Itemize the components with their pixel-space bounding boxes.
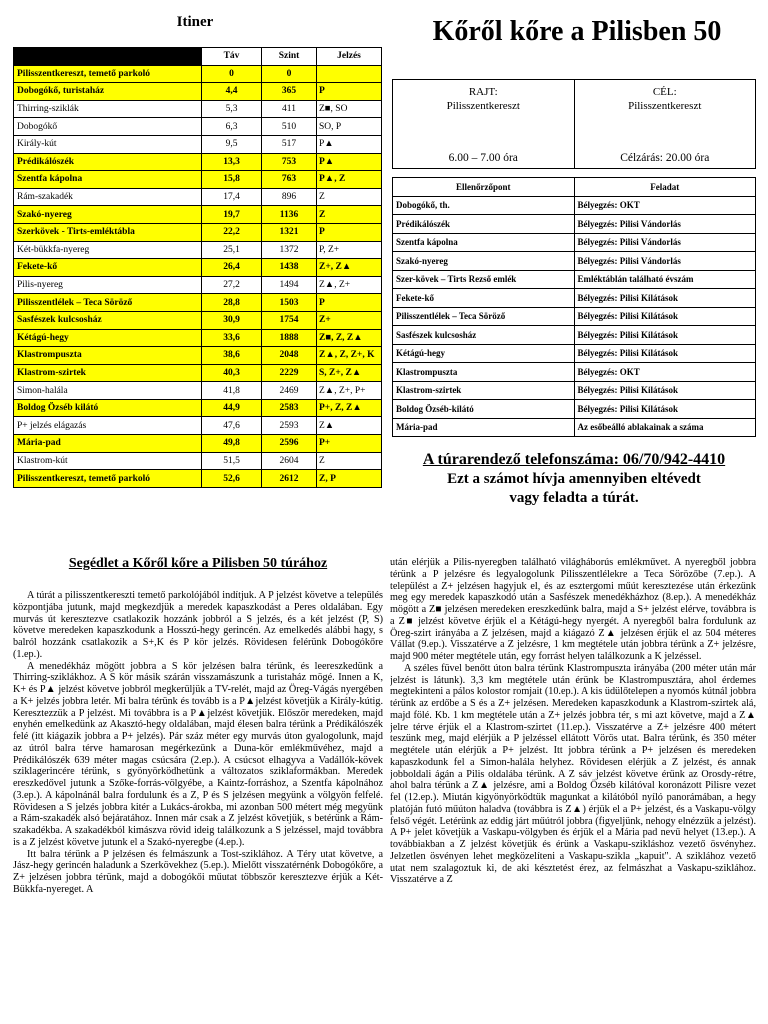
itiner-stop-name: Prédikálószék [14,153,202,171]
checkpoint-name: Szentfa kápolna [393,233,575,252]
itiner-row [14,276,382,294]
itiner-distance: 27,2 [202,276,262,294]
itiner-row [14,452,382,470]
itiner-row [14,223,382,241]
itiner-elevation: 510 [262,118,317,136]
itiner-row [14,347,382,365]
start-label: RAJT: [468,86,498,98]
itiner-distance: 51,5 [202,452,262,470]
checkpoint-task: Bélyegzés: Pilisi Kilátások [574,307,756,326]
itiner-marking: Z▲, Z, Z+, K [317,347,382,365]
checkpoint-name: Klastrompuszta [393,363,575,382]
itiner-elevation: 1754 [262,311,317,329]
start-finish-table [392,79,756,169]
itiner-distance: 4,4 [202,83,262,101]
itiner-header-szint: Szint [262,48,317,66]
itiner-header-blank [14,48,202,66]
itiner-stop-name: Pilisszentlélek – Teca Söröző [14,294,202,312]
checkpoint-row [393,344,756,363]
itiner-marking: Z▲, Z+ [317,276,382,294]
itiner-row [14,206,382,224]
itiner-marking: Z▲ [317,417,382,435]
checkpoint-task: Az esőbeálló ablakainak a száma [574,418,756,437]
itiner-marking: Z+ [317,311,382,329]
itiner-elevation: 1372 [262,241,317,259]
phone-number-line: A túrarendező telefonszáma: 06/70/942-4410 [422,451,726,468]
phone-instruction-line2: vagy feladta a túrát. [509,490,639,506]
itiner-distance: 5,3 [202,100,262,118]
checkpoint-header-task: Feladat [574,178,756,197]
itiner-elevation: 2612 [262,470,317,488]
itiner-elevation: 2469 [262,382,317,400]
checkpoint-name: Mária-pad [393,418,575,437]
itiner-row [14,171,382,189]
itiner-stop-name: Szerkövek - Tirts-emléktábla [14,223,202,241]
itiner-marking: SO, P [317,118,382,136]
guide-column-left [13,590,383,1024]
itiner-elevation: 365 [262,83,317,101]
start-cell [393,80,575,169]
itiner-body [14,65,382,487]
itiner-marking: P▲ [317,135,382,153]
itiner-row [14,435,382,453]
itiner-row [14,399,382,417]
checkpoint-row [393,363,756,382]
itiner-distance: 28,8 [202,294,262,312]
checkpoint-task: Emléktáblán található évszám [574,270,756,289]
itiner-row [14,311,382,329]
itiner-stop-name: Klastrom-szirtek [14,364,202,382]
checkpoint-header-point: Ellenőrzőpont [393,178,575,197]
checkpoint-name: Dobogókő, th. [393,196,575,215]
itiner-marking: Z■, Z, Z▲ [317,329,382,347]
checkpoint-body [393,196,756,437]
itiner-distance: 49,8 [202,435,262,453]
itiner-marking: Z, P [317,470,382,488]
itiner-marking: Z■, SO [317,100,382,118]
itiner-distance: 41,8 [202,382,262,400]
itiner-stop-name: P+ jelzés elágazás [14,417,202,435]
checkpoint-row [393,196,756,215]
itiner-distance: 22,2 [202,223,262,241]
itiner-elevation: 517 [262,135,317,153]
itiner-row [14,417,382,435]
itiner-stop-name: Kétágú-hegy [14,329,202,347]
itiner-elevation: 2048 [262,347,317,365]
itiner-marking: Z [317,188,382,206]
checkpoint-task: Bélyegzés: Pilisi Vándorlás [574,252,756,271]
checkpoint-row [393,270,756,289]
guide-title: Segédlet a Kőről kőre a Pilisben 50 túrához [68,556,328,571]
itiner-distance: 38,6 [202,347,262,365]
itiner-row [14,135,382,153]
itiner-stop-name: Simon-halála [14,382,202,400]
checkpoint-row [393,233,756,252]
checkpoint-task: Bélyegzés: Pilisi Kilátások [574,400,756,419]
itiner-header-tav: Táv [202,48,262,66]
checkpoint-name: Fekete-kő [393,289,575,308]
itiner-marking: Z▲, Z+, P+ [317,382,382,400]
itiner-row [14,329,382,347]
start-place: Pilisszentkereszt [446,100,520,112]
itiner-distance: 13,3 [202,153,262,171]
itiner-marking: P [317,223,382,241]
checkpoint-name: Sasfészek kulcsosház [393,326,575,345]
itiner-row [14,382,382,400]
checkpoint-name: Kétágú-hegy [393,344,575,363]
checkpoint-name: Szer-kövek – Tirts Rezső emlék [393,270,575,289]
itiner-marking [317,65,382,83]
itiner-row [14,364,382,382]
itiner-distance: 26,4 [202,259,262,277]
checkpoint-row [393,289,756,308]
checkpoint-task: Bélyegzés: Pilisi Kilátások [574,326,756,345]
checkpoint-row [393,418,756,437]
itiner-table [13,47,382,488]
itiner-elevation: 2593 [262,417,317,435]
itiner-distance: 0 [202,65,262,83]
itiner-stop-name: Pilis-nyereg [14,276,202,294]
itiner-distance: 40,3 [202,364,262,382]
itiner-row [14,83,382,101]
guide-paragraph: Itt balra térünk a P jelzésen és felmászunk a Tost-sziklához. A Téry utat követve, a Jász-hegy gerincén haladunk a Szerkövekhez (5.ep.). Mielőtt visszatérnénk Dobogókőre, a Z+ jelzésen jobbra térünk, majd a dobogókői műutat többször keresztezve érjük a Két-Bükkfa-nyereget. A [13,848,383,895]
checkpoint-row [393,326,756,345]
itiner-elevation: 2583 [262,399,317,417]
finish-cell [574,80,756,169]
itiner-stop-name: Pilisszentkereszt, temető parkoló [14,470,202,488]
checkpoint-name: Pilisszentlélek – Teca Söröző [393,307,575,326]
itiner-stop-name: Mária-pad [14,435,202,453]
finish-time: Célzárás: 20.00 óra [620,152,710,164]
itiner-stop-name: Thirring-sziklák [14,100,202,118]
finish-place: Pilisszentkereszt [628,100,702,112]
itiner-distance: 47,6 [202,417,262,435]
checkpoint-table [392,177,756,437]
itiner-elevation: 2596 [262,435,317,453]
itiner-stop-name: Klastrompuszta [14,347,202,365]
itiner-stop-name: Rám-szakadék [14,188,202,206]
checkpoint-row [393,307,756,326]
itiner-row [14,294,382,312]
itiner-elevation: 1503 [262,294,317,312]
checkpoint-task: Bélyegzés: OKT [574,196,756,215]
itiner-stop-name: Sasfészek kulcsosház [14,311,202,329]
itiner-distance: 9,5 [202,135,262,153]
itiner-marking: P [317,294,382,312]
guide-column-right [390,557,756,1024]
itiner-elevation: 1494 [262,276,317,294]
phone-instruction-line1: Ezt a számot hívja amennyiben eltévedt [447,471,701,487]
itiner-header-row [14,48,382,66]
checkpoint-row [393,215,756,234]
checkpoint-name: Boldog Özséb-kilátó [393,400,575,419]
itiner-elevation: 896 [262,188,317,206]
itiner-elevation: 763 [262,171,317,189]
itiner-elevation: 1888 [262,329,317,347]
itiner-distance: 19,7 [202,206,262,224]
itiner-stop-name: Pilisszentkereszt, temető parkoló [14,65,202,83]
checkpoint-task: Bélyegzés: Pilisi Kilátások [574,344,756,363]
itiner-elevation: 753 [262,153,317,171]
itiner-elevation: 1438 [262,259,317,277]
itiner-stop-name: Király-kút [14,135,202,153]
checkpoint-name: Prédikálószék [393,215,575,234]
checkpoint-task: Bélyegzés: Pilisi Vándorlás [574,215,756,234]
itiner-marking: Z+, Z▲ [317,259,382,277]
itiner-distance: 30,9 [202,311,262,329]
itiner-row [14,118,382,136]
phone-notice [390,450,758,508]
checkpoint-row [393,400,756,419]
itiner-marking: P▲ [317,153,382,171]
itiner-elevation: 411 [262,100,317,118]
guide-paragraph: A menedékház mögött jobbra a S kör jelzésen balra térünk, és leereszkedünk a Thirring-sziklákhoz. A S kör másik szárán visszamászunk a turistaház mögé. Innen a K, K+ és P▲ jelzést követve jobbról megkerüljük a TV-relét, majd az Öreg-Vágás nyergében a K+ jelzés jobbra letér. Mi balra térünk és tovább is a P▲jelzést követjük a Király-kútig. Keresztezzük a P jelzést. Mi továbbra is a P▲jelzést követjük. Először meredeken, majd enyhén emelkedünk az Akasztó-hegy oldalában, majd élesen balra térünk a Prédikálószék felé (itt kiágazik jobbra a P+ jelzés). Pár száz méter egy murvás úton gyalogolunk, majd az útról balra térve hamarosan megérkezünk a Duna-kör emlékművéhez, majd a Prédikálószék 639 méter magas csúcsára (2.ep.). A csúcsot elhagyva a Vadállók-kövek sziklagerincére térünk, s gyönyörködhetünk a változatos sziklaformákban. Meredek ereszkedővel jutunk a Szőke-forrás-völgyébe, a Kaintz-forráshoz, a Szentfa kápolnához (3.ep.). A kápolnánál balra fordulunk és a Z, P és S jelzésen megyünk a völgyön felfelé. Rövidesen a S jelzés jobbra kitér a Lukács-árokba, mi azonban 500 métert még megyünk a Rám-szakadék alsó bejáratához. Innen már csak a Z jelzést követjük, s betérünk a Rám-szakadékba. A szakadékból kimászva rövid ideig találkozunk a S jelzéssel, majd továbbra is a Z jelzést követve jutunk el a Szakó-nyeregbe (4.ep.). [13,660,383,848]
itiner-header-jelzes: Jelzés [317,48,382,66]
itiner-elevation: 2604 [262,452,317,470]
checkpoint-task: Bélyegzés: OKT [574,363,756,382]
itiner-marking: P▲, Z [317,171,382,189]
itiner-distance: 52,6 [202,470,262,488]
checkpoint-row [393,252,756,271]
itiner-distance: 25,1 [202,241,262,259]
guide-paragraph: A túrát a pilisszentkereszti temető parkolójából indítjuk. A P jelzést követve a település központjába jutunk, majd megkezdjük a meredek kapaszkodást a Peres oldalában. Egy murvás út keresztezve csatlakozik hozzánk jobbról a S jelzés, és a két jelzést (P, S) követve meredeken kapaszkodunk a Hosszú-hegy gerincén. Az emelkedés alábbi hagy, s balról hozzánk csatlakozik a S+,K és P kör jelzés. Rövidesen felérünk Dobogókőre (1.ep.). [13,590,383,660]
itiner-marking: P [317,83,382,101]
checkpoint-task: Bélyegzés: Pilisi Kilátások [574,289,756,308]
itiner-title: Itiner [176,14,214,30]
itiner-elevation: 0 [262,65,317,83]
itiner-marking: Z [317,206,382,224]
itiner-stop-name: Klastrom-kút [14,452,202,470]
start-time: 6.00 – 7.00 óra [448,152,518,164]
itiner-marking: P+ [317,435,382,453]
itiner-marking: S, Z+, Z▲ [317,364,382,382]
itiner-row [14,100,382,118]
itiner-row [14,153,382,171]
checkpoint-name: Szakó-nyereg [393,252,575,271]
itiner-stop-name: Dobogókő [14,118,202,136]
itiner-stop-name: Két-bükkfa-nyereg [14,241,202,259]
checkpoint-name: Klastrom-szirtek [393,381,575,400]
itiner-elevation: 1136 [262,206,317,224]
itiner-elevation: 1321 [262,223,317,241]
itiner-stop-name: Szentfa kápolna [14,171,202,189]
itiner-distance: 17,4 [202,188,262,206]
itiner-elevation: 2229 [262,364,317,382]
itiner-distance: 33,6 [202,329,262,347]
checkpoint-task: Bélyegzés: Pilisi Vándorlás [574,233,756,252]
finish-label: CÉL: [652,86,677,98]
itiner-distance: 15,8 [202,171,262,189]
itiner-stop-name: Szakó-nyereg [14,206,202,224]
itiner-distance: 6,3 [202,118,262,136]
itiner-marking: P, Z+ [317,241,382,259]
itiner-distance: 44,9 [202,399,262,417]
itiner-row [14,188,382,206]
itiner-row [14,241,382,259]
itiner-row [14,65,382,83]
guide-paragraph: A széles füvel benőtt úton balra térünk Klastrompuszta irányába (200 méter után már jelzést is látunk). 3,3 km megtétele után érünk be Klastrompusztára, ahol érdemes megtekinteni a pálos kolostor romjait (10.ep.). A kis üdülőtelepen a nyomós kútnál jobbra térünk az erdőbe a S és a Z+ jelzésen. Meredeken kapaszkodunk a Klastrom-szirtek alá, majd fölé. Kb. 1 km megtétele után a Z+ jelzés jobbra tér, s mi azt követve, majd a Z▲ jelre térve érjük el a Klastrom-szirtet (11.ep.). Visszatérve a Z+ jelzésre 400 métert teszünk meg, majd elérjük a P jelzéssel ellátott Vörös utat. Balra térünk, és 350 méter megtétele után elérjük a P+ jelzést. Itt jobbra térünk a P+ jelzésen és meredeken kapaszkodunk fel a Simon-halála helyhez. Rövidesen elérjük a Z jelzést, és annak jobboldali ágán a Pilis oldalába térünk. A Z sáv jelzést követve érünk az Orosdy-rétre, ahol balra térünk a Z▲ jelzésre, ami a Boldog Özséb kilátóval koronázott Pilisre vezet fel (12.ep.). Miután kigyönyörködtük magunkat a kilátóból nyíló panorámában, a hegy platóján futó műúton haladva (továbbra is Z▲) érjük el a P+ jelzést, és a Vaskapu-völgy felső végét. Letérünk az eddig járt műútról jobbra (figyeljünk, nehogy elnézzük a jelzést). A P+ jelet követjük a Vaskapu-völgyben és érjük el a Mária pad nevű helyet (13.ep.). A továbbiakban a Z jelzést követjük és érünk a Vaskapu-szikláshoz vezető ösvényhez. Jelzetlen ösvényen lehet megközelíteni a Vaskapu-szikla „kapuit". A sziklához vezető utat nem szalagoztuk ki, de aki késztetést érez, az felmászhat a Vaskapu-sziklához. Visszatérve a Z [390,662,756,886]
checkpoint-row [393,381,756,400]
guide-paragraph: után elérjük a Pilis-nyeregben található világháborús emlékművet. A nyeregből jobbra térünk a P jelzésre és legyalogolunk Pilisszentlélekre a Teca Sörözőbe (7.ep.). A települést a Z+ jelzésen hagyjuk el, és az esztergomi műút keresztezése után érkezünk meg egy meredek kapaszkodó után a Sasfészek menedékházhoz (8.ep.). A menedékház mögött a Z■ jelzésen meredeken ereszkedünk balra, majd a S+ jelzést elérve, továbbra is a Z■ jelzést követve érjük el a Kétágú-hegy nyergét. A nyeregből balra fordulunk az Öreg-szirt irányába a Z jelzésen, majd a kiágazó Z▲ jelzésen érjük el az 504 méteres Vállat (9.ep.). Visszatérve a Z jelzésre, 1 km megtétele után jobbra térünk a Z+ jelzésre, majd 900 méter megtétele után, egy forrást helyen találkozunk a K jelzéssel. [390,557,756,662]
itiner-stop-name: Boldog Özséb kilátó [14,399,202,417]
itiner-stop-name: Fekete-kő [14,259,202,277]
checkpoint-task: Bélyegzés: Pilisi Kilátások [574,381,756,400]
itiner-marking: P+, Z, Z▲ [317,399,382,417]
main-title: Kőről kőre a Pilisben 50 [432,16,722,47]
checkpoint-header-row [393,178,756,197]
itiner-row [14,259,382,277]
itiner-marking: Z [317,452,382,470]
itiner-stop-name: Dobogókő, turistaház [14,83,202,101]
itiner-row [14,470,382,488]
